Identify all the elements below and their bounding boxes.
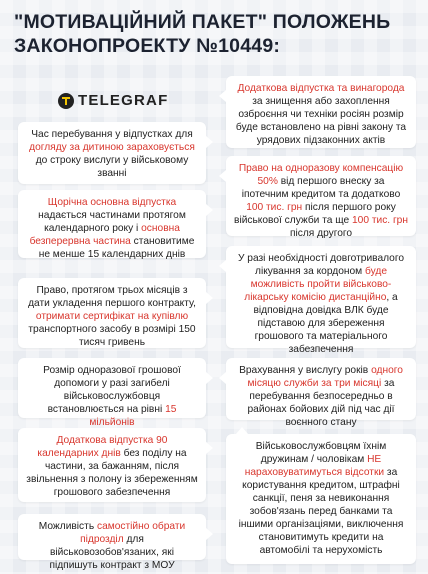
body-text: для військовозобов'язаних, які підпишуть контракт з МОУ (49, 534, 175, 571)
body-text: Розмір одноразової грошової допомоги у разі загибелі військовослужбовця встановлюється на рівні (43, 365, 181, 415)
highlight-text: Додаткова відпустка 90 календарних днів (37, 435, 168, 459)
left-card-3 (18, 278, 206, 348)
body-text: , а відповідна довідка ВЛК буде підставою для збереження грошового та матеріального забезпечення (253, 292, 398, 355)
highlight-text: Щорічна основна відпустка (47, 197, 177, 208)
left-card-2 (18, 190, 206, 258)
right-card-3 (226, 246, 416, 355)
highlight-text: 15 мільйонів (89, 404, 177, 428)
highlight-text: одного місяцю служби за три місяці (247, 365, 403, 389)
body-text: без поділу на частини, за бажанням, після звільнення з полону із збереженням грошового забезпечення (26, 448, 198, 498)
body-text: до строку вислуги у військовому званні (35, 155, 189, 179)
brand-name: TELEGRAF (78, 92, 169, 109)
telegraf-logo-icon (58, 93, 74, 109)
card-pointer (206, 528, 213, 540)
card-text (234, 440, 408, 557)
highlight-text: основна безперервна частина (29, 223, 180, 247)
body-text: від першого внеску за іпотечним кредитом та додатково (241, 176, 401, 200)
right-card-5 (226, 434, 416, 564)
right-card-1 (226, 76, 416, 148)
card-text (26, 128, 198, 180)
body-text: транспортного засобу в розмірі 150 тисяч гривень (28, 324, 196, 348)
highlight-text: самостійно обрати підрозділ (80, 521, 186, 545)
card-pointer (236, 427, 248, 434)
card-text (26, 364, 198, 429)
right-card-4 (226, 358, 416, 428)
card-pointer (219, 170, 226, 182)
card-text (26, 520, 198, 572)
card-pointer (206, 204, 213, 216)
card-text (26, 434, 198, 499)
body-text: становитиме не менше 15 календарних днів (38, 236, 195, 260)
left-card-6 (18, 514, 206, 571)
left-card-1 (18, 122, 206, 184)
card-text (234, 252, 408, 356)
card-pointer (206, 136, 213, 148)
card-text (26, 196, 198, 261)
body-text: за перебування безпосередньо в районах бойових дій під час дії воєнного стану (247, 378, 395, 428)
highlight-text: буде можливість пройти військово-лікарську комісію дистанційно (244, 266, 392, 303)
card-pointer (206, 292, 213, 304)
card-text (234, 162, 408, 240)
card-text (26, 284, 198, 349)
highlight-text: 100 тис. грн (352, 215, 408, 226)
body-text: У разі необхідності довготривалого лікування за кордоном (237, 253, 404, 277)
card-text (234, 364, 408, 429)
body-text: надається частинами протягом календарного року і (38, 210, 186, 234)
highlight-text: догляду за дитиною зараховується (29, 142, 195, 153)
page-title (14, 10, 414, 58)
highlight-text: НЕ нараховуватимуться відсотки (244, 454, 385, 478)
body-text: за знищення або захоплення озброєння чи техніки росіян розмір буде встановлено на рівні закону та урядових підзаконних актів (235, 96, 407, 146)
title-line-1: "МОТИВАЦІЙНИЙ ПАКЕТ" ПОЛОЖЕНЬ (14, 11, 391, 33)
body-text: Військовослужбовцям їхнім дружинам / чоловікам (255, 441, 387, 465)
highlight-text: отримати сертифікат на купівлю (35, 311, 189, 322)
body-text: Врахування у вислугу років (239, 365, 372, 376)
brand-logo (58, 92, 168, 109)
body-text: за користування кредитом, штрафні санкції, пеня за невиконання зобов'язань перед банками та іншими організаціями, виключення становитимуть кредити на автомобілі та нерухомість (238, 467, 404, 556)
body-text: Час перебування у відпустках для (31, 129, 193, 140)
body-text: Право, протягом трьох місяців з дати укладення першого контракту, (28, 285, 196, 309)
body-text: після першого року військової служби та ще (234, 202, 396, 226)
highlight-text: Додаткова відпустка та винагорода (237, 83, 405, 94)
right-card-2 (226, 156, 416, 239)
body-text: після другого (289, 228, 353, 239)
left-card-4 (18, 358, 206, 428)
highlight-text: 100 тис. грн (246, 202, 303, 213)
card-pointer (206, 372, 213, 384)
card-pointer (219, 372, 226, 384)
card-pointer (206, 442, 213, 454)
title-line-2: ЗАКОНОПРОЕКТУ №10449: (14, 35, 281, 57)
highlight-text: Право на одноразову компенсацію 50% (238, 163, 404, 187)
card-pointer (219, 90, 226, 102)
card-pointer (219, 260, 226, 272)
card-text (234, 82, 408, 147)
body-text: Можливість (38, 521, 97, 532)
left-card-5 (18, 428, 206, 502)
